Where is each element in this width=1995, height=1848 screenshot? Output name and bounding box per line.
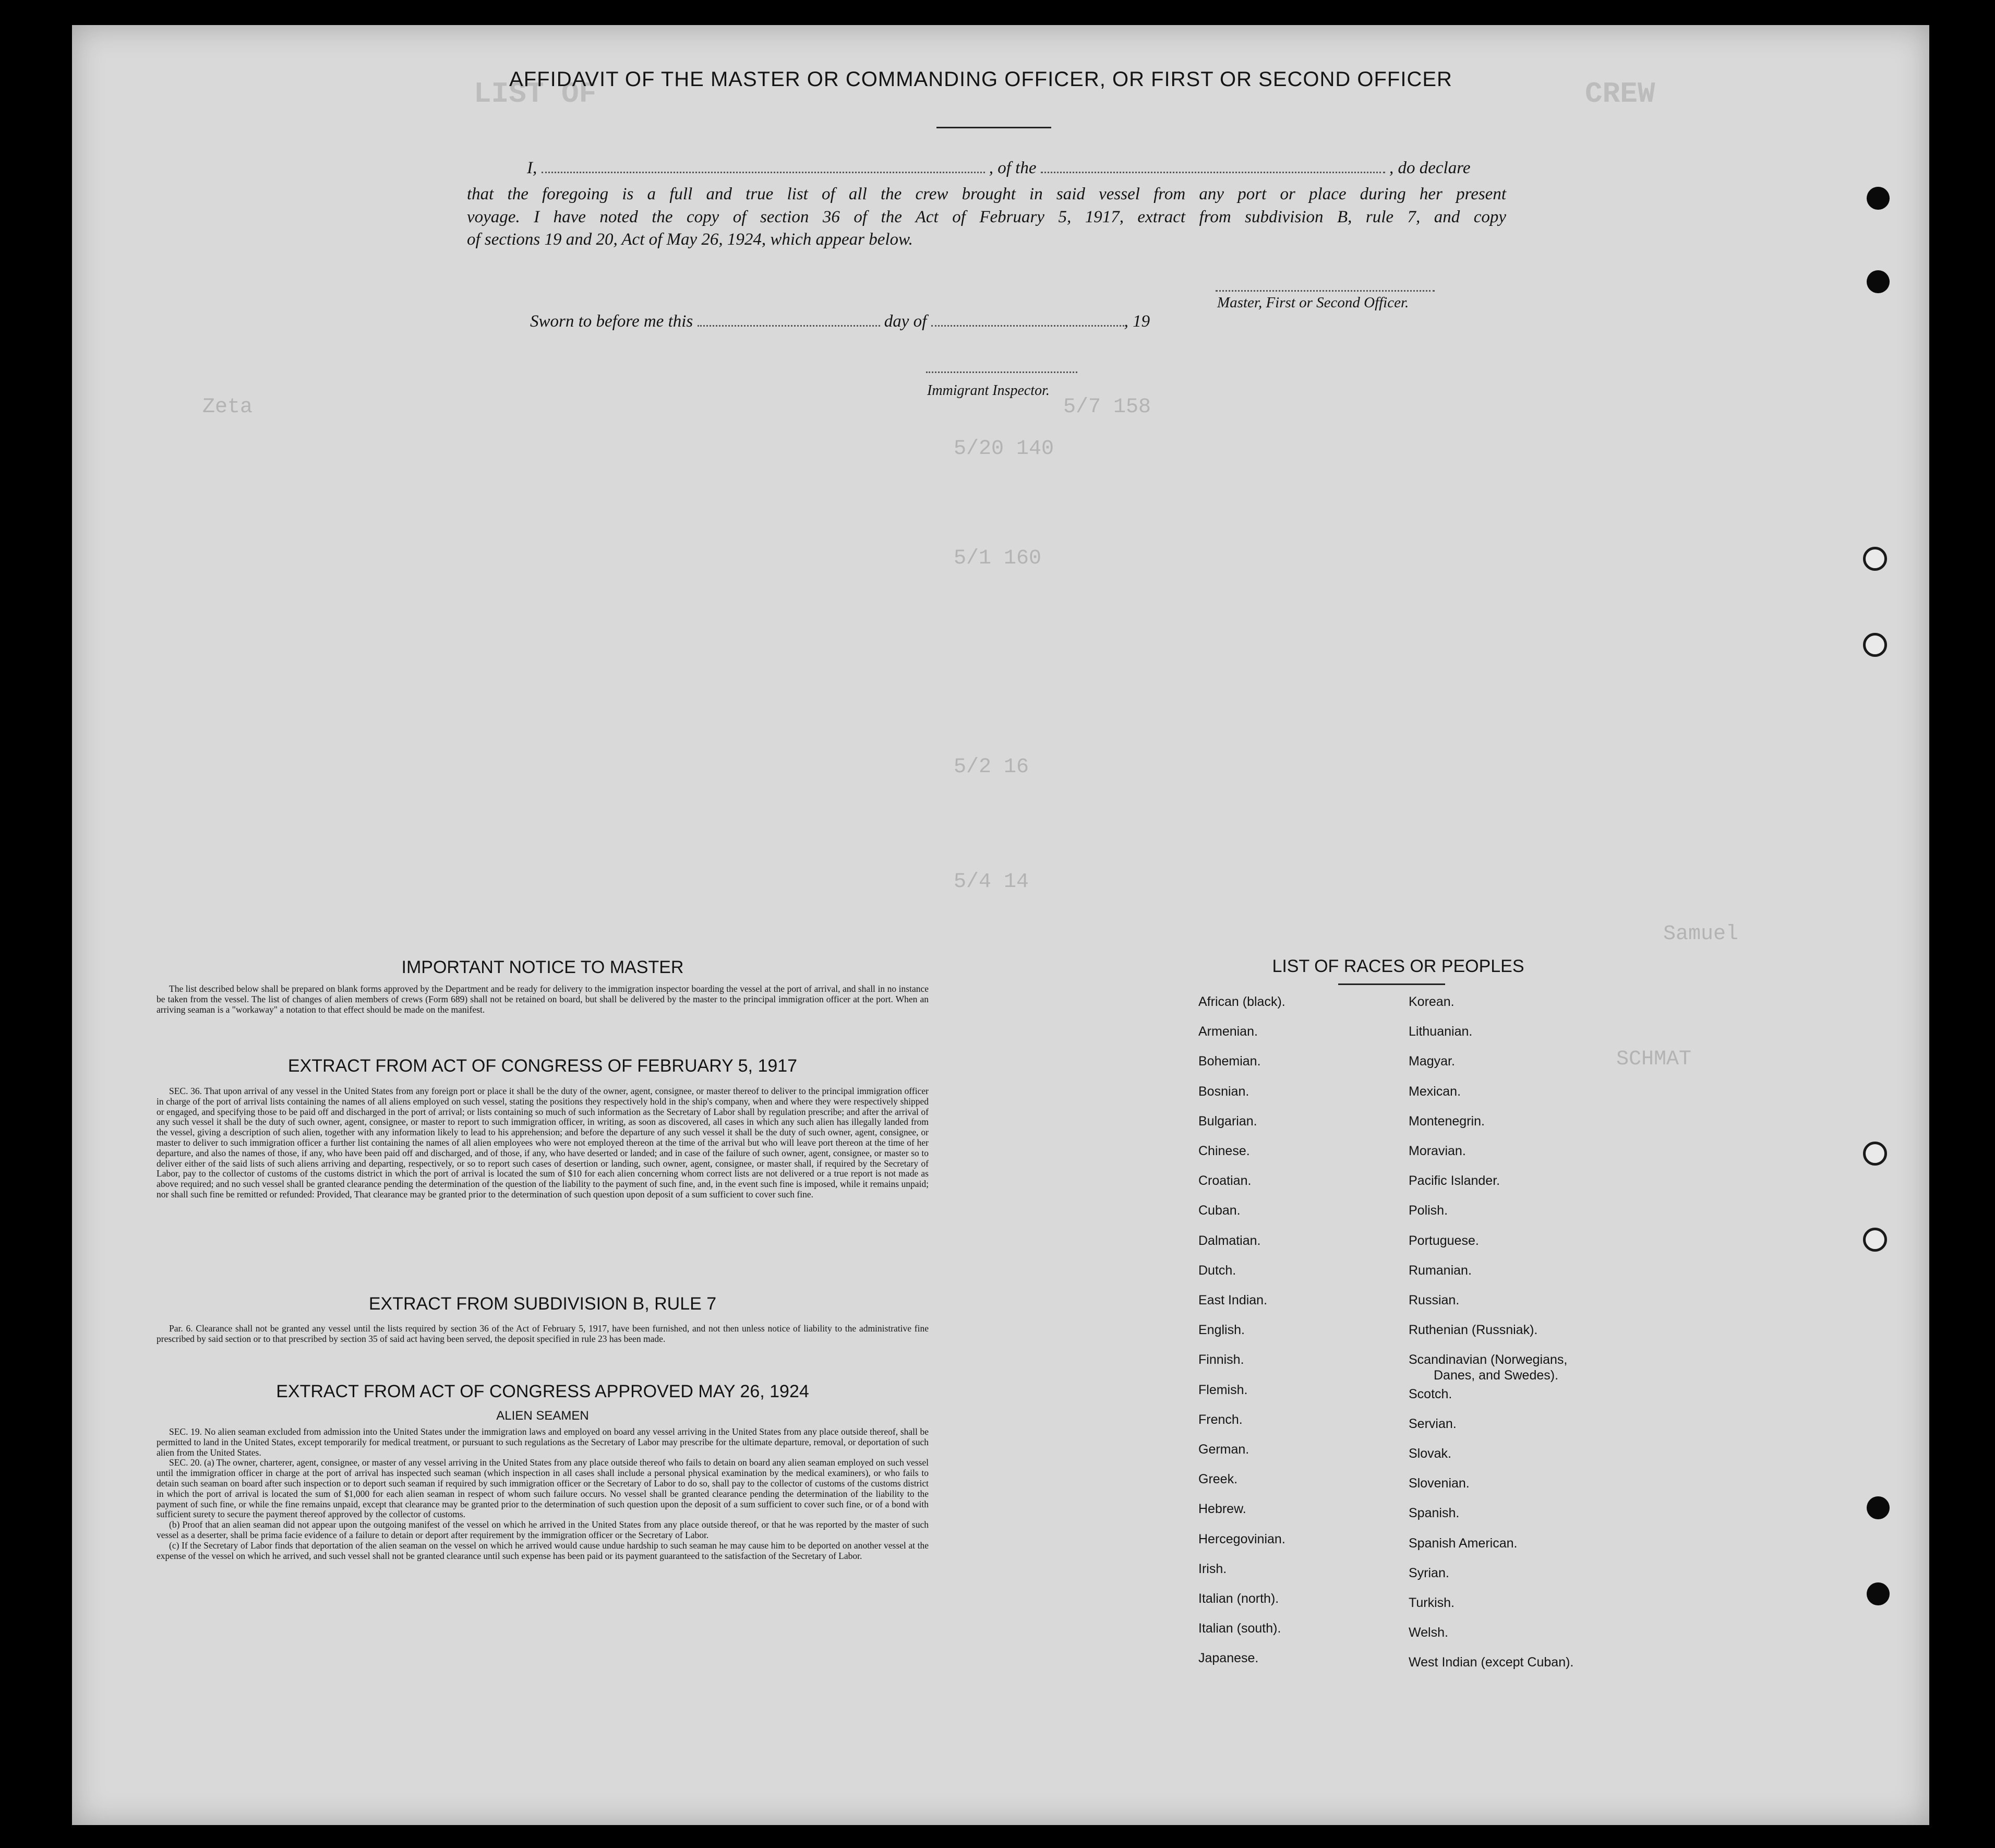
master-caption: Master, First or Second Officer. bbox=[1217, 294, 1409, 311]
race-item: Ruthenian (Russniak). bbox=[1409, 1323, 1538, 1338]
extract-1917-heading: EXTRACT FROM ACT OF CONGRESS OF FEBRUARY 5, 1917 bbox=[287, 1056, 798, 1076]
bleed-through-mark: 5/2 16 bbox=[954, 755, 1029, 779]
binder-ring bbox=[1863, 1228, 1887, 1252]
year-label: , 19 bbox=[1124, 312, 1150, 331]
binder-hole bbox=[1867, 1496, 1890, 1519]
race-item: East Indian. bbox=[1198, 1293, 1268, 1307]
race-item: African (black). bbox=[1198, 994, 1285, 1009]
vessel-blank[interactable] bbox=[1041, 158, 1385, 173]
notice-paragraph: The list described below shall be prepared on blank forms approved by the Department and be ready for delivery to the immigration inspector boarding the vessel at the port of arrival, and shall in no instance be taken from the vessel. The list of changes of alien members of crews (Form 689) shall not be retained on board, but shall be delivered by the master to the principal immigration officer at the port. When an arriving seaman is a "workaway" a notation to that effect should be made on the manifest. bbox=[157, 983, 929, 1015]
races-title-underline bbox=[1338, 983, 1445, 985]
bleed-through-mark: 5/1 160 bbox=[954, 547, 1042, 570]
sworn-day-blank[interactable] bbox=[698, 311, 880, 327]
race-item: Irish. bbox=[1198, 1561, 1227, 1576]
bleed-through-mark: 5/20 140 bbox=[954, 437, 1054, 461]
race-item: West Indian (except Cuban). bbox=[1409, 1655, 1574, 1670]
extract-rule7-text bbox=[157, 1324, 929, 1345]
affidavit-line-1 bbox=[527, 158, 1470, 178]
race-item: Hebrew. bbox=[1198, 1502, 1246, 1517]
race-item: French. bbox=[1198, 1412, 1243, 1427]
binder-hole bbox=[1867, 1582, 1890, 1605]
race-item: Bohemian. bbox=[1198, 1054, 1261, 1069]
races-title: LIST OF RACES OR PEOPLES bbox=[1272, 956, 1524, 976]
race-item: Spanish. bbox=[1409, 1506, 1460, 1521]
sworn-label: Sworn to before me this bbox=[530, 312, 693, 331]
par-6-paragraph: Par. 6. Clearance shall not be granted any vessel until the lists required by section 36 of the Act of February 5, 1917, have been furnished, and not then unless notice of liability to the administrative fine prescribed by said section or to that prescribed by section 35 of said act having been served, the deposit specified in rule 23 has been made. bbox=[157, 1323, 929, 1344]
race-item: Bulgarian. bbox=[1198, 1113, 1257, 1129]
race-item: German. bbox=[1198, 1442, 1249, 1457]
sworn-line bbox=[530, 311, 1150, 331]
race-item: Moravian. bbox=[1409, 1144, 1466, 1158]
bleed-through-mark: 5/7 158 bbox=[1063, 395, 1151, 419]
race-item: Turkish. bbox=[1409, 1595, 1455, 1610]
race-item: Scotch. bbox=[1409, 1386, 1452, 1401]
affidavit-line-2: that the foregoing is a full and true list of all the crew brought in said vessel from any port or place during her present bbox=[467, 185, 1506, 203]
race-item: Japanese. bbox=[1198, 1651, 1259, 1666]
affidavit-of-the-label: , of the bbox=[989, 159, 1037, 177]
race-item: Dutch. bbox=[1198, 1263, 1236, 1278]
race-item: Greek. bbox=[1198, 1472, 1238, 1487]
race-item: Finnish. bbox=[1198, 1352, 1244, 1367]
race-item: Flemish. bbox=[1198, 1382, 1248, 1397]
sec-20b-paragraph: (b) Proof that an alien seaman did not appear upon the outgoing manifest of the vessel on which he arrived in the United States from any place outside thereof, or that he was reported by the master of such vessel as a deserter, shall be prima facie evidence of a failure to detain or deport after requirement by the immigration officer or the Secretary of Labor. bbox=[157, 1519, 929, 1540]
bleed-through-mark: SCHMAT bbox=[1616, 1048, 1692, 1071]
section-36-paragraph: SEC. 36. That upon arrival of any vessel in the United States from any foreign port or place it shall be the duty of the owner, agent, consignee, or master thereof to deliver to the principal immigration officer in charge of the port of arrival lists containing the names of all aliens employed on such vessel, stating the positions they respectively hold in the ship's company, when and where they were respectively shipped or engaged, and specifying those to be paid off and discharged in the port of arrival; or lists containing so much of such information as the Secretary of Labor shall by regulation prescribe; and after the arrival of any such vessel it shall be the duty of such owner, agent, consignee, or master to report to such immigration officer, in writing, as soon as discovered, all cases in which any such alien has illegally landed from the vessel, giving a description of such alien, together with any information likely to lead to his apprehension; and before the departure of any such vessel it shall be the duty of such owner, agent, consignee, or master to deliver to such immigration officer a further list containing the names of all alien employees who were not employed thereon at the time of the arrival but who will leave port thereon at the time of her departure, and also the names of those, if any, who have been paid off and discharged, and of those, if any, who have deserted or landed; and in case of the failure of such owner, agent, consignee, or master so to deliver either of the said lists of such aliens arriving and departing, respectively, or so to report such cases of desertion or landing, such owner, agent, consignee, or master shall, if required by the Secretary of Labor, pay to the collector of customs of the customs district in which the port of arrival is located the sum of $10 for each alien concerning whom correct lists are not delivered or a true report is not made as above required; and no such vessel shall be granted clearance pending the determination of the question of the liability to the payment of such fine, and, in the event such fine is imposed, while it remains unpaid; nor shall such fine be remitted or refunded: Provided, That clearance may be granted prior to the determination of such question upon deposit of a sum sufficient to cover such fine. bbox=[157, 1086, 929, 1199]
race-item: Dalmatian. bbox=[1198, 1233, 1261, 1248]
race-item: Italian (north). bbox=[1198, 1591, 1279, 1606]
race-item: Polish. bbox=[1409, 1203, 1448, 1218]
race-item: Danes, and Swedes). bbox=[1434, 1368, 1559, 1383]
race-item: Slovenian. bbox=[1409, 1476, 1470, 1491]
binder-ring bbox=[1863, 1142, 1887, 1166]
race-item: Lithuanian. bbox=[1409, 1024, 1473, 1039]
race-item: Welsh. bbox=[1409, 1625, 1448, 1640]
inspector-caption: Immigrant Inspector. bbox=[927, 382, 1050, 399]
bleed-through-mark: Samuel bbox=[1663, 922, 1739, 946]
race-item: Croatian. bbox=[1198, 1173, 1252, 1189]
binder-ring bbox=[1863, 547, 1887, 571]
bleed-through-mark: 5/4 14 bbox=[954, 870, 1029, 894]
sworn-month-blank[interactable] bbox=[931, 311, 1124, 327]
race-item: Montenegrin. bbox=[1409, 1113, 1485, 1129]
race-item: English. bbox=[1198, 1323, 1245, 1338]
race-item: Cuban. bbox=[1198, 1203, 1241, 1218]
race-item: Korean. bbox=[1409, 994, 1455, 1009]
extract-1924-text bbox=[157, 1427, 929, 1561]
bleed-through-mark: Zeta bbox=[202, 395, 253, 419]
race-item: Italian (south). bbox=[1198, 1621, 1281, 1636]
sec-19-paragraph: SEC. 19. No alien seaman excluded from admission into the United States under the immigration laws and employed on board any vessel arriving in the United States from any place outside thereof, shall be permitted to land in the United States, except temporarily for medical treatment, or pursuant to such regulations as the Secretary of Labor may prescribe for the ultimate departure, removal, or deportation of such alien from the United States. bbox=[157, 1426, 929, 1458]
notice-text bbox=[157, 984, 929, 1015]
race-item: Servian. bbox=[1409, 1416, 1457, 1431]
race-item: Chinese. bbox=[1198, 1144, 1250, 1158]
binder-hole bbox=[1867, 270, 1890, 293]
affidavit-i-label: I, bbox=[527, 159, 537, 177]
bleed-through-mark: CREW bbox=[1585, 77, 1655, 111]
race-item: Rumanian. bbox=[1409, 1263, 1472, 1278]
sec-20c-paragraph: (c) If the Secretary of Labor finds that deportation of the alien seaman on the vessel on which he arrived would cause undue hardship to such seaman he may cause him to be deported on another vessel at the expense of the vessel on which he arrived, and such vessel shall not be granted clearance until such expense has been paid or its payment guaranteed to the satisfaction of the Secretary of Labor. bbox=[157, 1540, 929, 1561]
title-underline bbox=[936, 127, 1051, 128]
bleed-through-mark: LIST OF bbox=[474, 77, 597, 111]
race-item: Spanish American. bbox=[1409, 1535, 1518, 1551]
name-blank[interactable] bbox=[542, 158, 985, 173]
extract-rule7-heading: EXTRACT FROM SUBDIVISION B, RULE 7 bbox=[368, 1294, 717, 1314]
binder-hole bbox=[1867, 187, 1890, 210]
extract-1917-text bbox=[157, 1086, 929, 1200]
race-item: Slovak. bbox=[1409, 1446, 1451, 1461]
race-item: Russian. bbox=[1409, 1293, 1460, 1307]
affidavit-title: AFFIDAVIT OF THE MASTER OR COMMANDING OFFICER, OR FIRST OR SECOND OFFICER bbox=[509, 68, 1452, 91]
sec-20a-paragraph: SEC. 20. (a) The owner, charterer, agent, consignee, or master of any vessel arriving in the United States from any place outside thereof who fails to detain on board any alien seaman employed on such vessel until the immigration officer in charge at the port of arrival has inspected such seaman (which inspection in all cases shall include a personal physical examination by the medical examiners), or who fails to detain such seaman on board after such inspection or to deport such seaman if required by such immigration officer or the Secretary of Labor to do so, shall pay to the collector of customs of the customs district in which the port of arrival is located the sum of $1,000 for each alien seaman in respect of whom such failure occurs. No vessel shall be granted clearance pending the determination of the liability to the payment of such fine, or while the fine remains unpaid, except that clearance may be granted prior to the determination of such question upon the deposit of a sum sufficient to cover such fine, or of a bond with sufficient surety to secure the payment thereof approved by the collector of customs. bbox=[157, 1457, 929, 1520]
race-item: Magyar. bbox=[1409, 1054, 1455, 1069]
notice-heading: IMPORTANT NOTICE TO MASTER bbox=[401, 957, 684, 977]
affidavit-declare-label: , do declare bbox=[1389, 159, 1471, 177]
race-item: Hercegovinian. bbox=[1198, 1531, 1285, 1546]
master-signature-line[interactable] bbox=[1216, 290, 1435, 292]
extract-1924-heading: EXTRACT FROM ACT OF CONGRESS APPROVED MAY 26, 1924 bbox=[276, 1382, 809, 1401]
alien-seamen-subheading: ALIEN SEAMEN bbox=[496, 1409, 589, 1423]
race-item: Bosnian. bbox=[1198, 1084, 1249, 1099]
race-item: Pacific Islander. bbox=[1409, 1173, 1500, 1189]
race-item: Mexican. bbox=[1409, 1084, 1461, 1099]
inspector-signature-line[interactable] bbox=[926, 371, 1077, 373]
binder-ring bbox=[1863, 633, 1887, 657]
race-item: Armenian. bbox=[1198, 1024, 1258, 1039]
day-of-label: day of bbox=[884, 312, 927, 331]
race-item: Syrian. bbox=[1409, 1565, 1449, 1580]
affidavit-line-3: voyage. I have noted the copy of section 36 of the Act of February 5, 1917, extract from subdivision B, rule 7, and copy bbox=[467, 208, 1506, 226]
race-item: Portuguese. bbox=[1409, 1233, 1479, 1248]
affidavit-line-4: of sections 19 and 20, Act of May 26, 1924, which appear below. bbox=[467, 230, 913, 249]
race-item: Scandinavian (Norwegians, bbox=[1409, 1352, 1568, 1367]
